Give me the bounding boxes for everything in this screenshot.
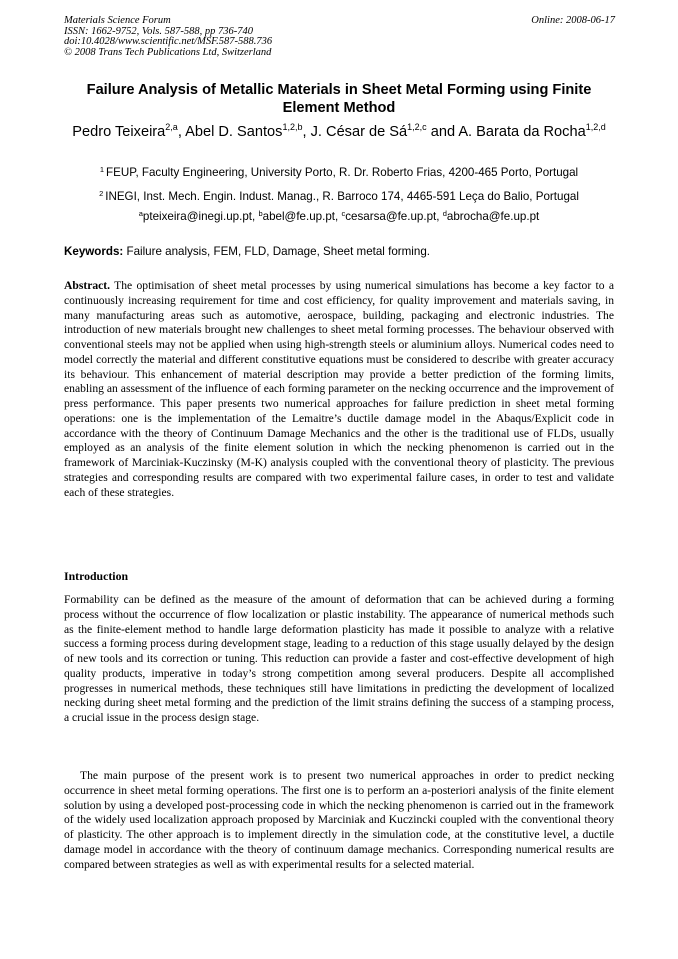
email[interactable]: pteixeira@inegi.up.pt xyxy=(142,210,253,223)
author-sup: 1,2,b xyxy=(282,122,303,132)
email-sup: a xyxy=(138,209,143,218)
abstract-label: Abstract. xyxy=(64,279,111,292)
author-sup: 1,2,d xyxy=(585,122,606,132)
author-sup: 1,2,c xyxy=(407,122,427,132)
issn-line: ISSN: 1662-9752, Vols. 587-588, pp 736-740 xyxy=(64,25,253,37)
journal-header xyxy=(64,16,272,58)
email-separator: , xyxy=(335,210,342,223)
keywords-text: Failure analysis, FEM, FLD, Damage, Sheet metal forming. xyxy=(123,245,430,258)
author-sup: 2,a xyxy=(165,122,178,132)
affiliation-sup: 2 xyxy=(99,189,104,198)
email-separator: , xyxy=(252,210,259,223)
affiliation-text: FEUP, Faculty Engineering, University Porto, R. Dr. Roberto Frias, 4200-465 Porto, Portugal xyxy=(106,166,579,179)
affiliation-text: INEGI, Inst. Mech. Engin. Indust. Manag., R. Barroco 174, 4465-591 Leça do Balio, Portugal xyxy=(105,190,579,203)
email-sup: d xyxy=(442,209,447,218)
email-sup: b xyxy=(258,209,263,218)
doi-line: doi:10.4028/www.scientific.net/MSF.587-588.736 xyxy=(64,36,273,48)
author-name: A. Barata da Rocha xyxy=(458,124,586,140)
copyright-line: © 2008 Trans Tech Publications Ltd, Switzerland xyxy=(64,46,272,58)
email-sup: c xyxy=(341,209,346,218)
author-separator: , xyxy=(177,124,186,140)
author-list xyxy=(64,124,614,142)
author-name: J. César de Sá xyxy=(310,124,408,140)
affiliation-2 xyxy=(64,190,614,203)
paper-title: Failure Analysis of Metallic Materials in Sheet Metal Forming using Finite Element Method xyxy=(86,82,592,116)
journal-name: Materials Science Forum xyxy=(64,15,171,26)
online-date: Online: 2008-06-17 xyxy=(531,15,615,26)
affiliation-1 xyxy=(64,166,614,179)
affiliation-sup: 1 xyxy=(99,165,105,174)
author-separator: and xyxy=(426,124,459,140)
email-list xyxy=(64,210,614,223)
keywords xyxy=(64,245,614,258)
abstract xyxy=(64,279,614,500)
author-separator: , xyxy=(302,124,311,140)
email[interactable]: abrocha@fe.up.pt xyxy=(446,210,540,223)
email[interactable]: abel@fe.up.pt xyxy=(262,210,336,223)
author-name: Abel D. Santos xyxy=(185,124,283,140)
keywords-label: Keywords: xyxy=(64,245,124,258)
abstract-text: The optimisation of sheet metal processes by using numerical simulations has become a key factor to a continuously increasing requirement for time and cost efficiency, for quality improvement and materials saving, in many manufacturing areas such as automotive, aerospace, building, packaging and electronic industries. The introduction of new materials brought new challenges to sheet metal forming processes. The behaviour observed with conventional steels may not be applied when using high-strength steels or aluminium alloys. Numerical codes need to model correctly the material and different constitutive equations must be considered to describe with greater accuracy its behaviour. This enhancement of material description may provide a better prediction of the forming limits, enabling an assessment of the influence of each forming parameter on the necking occurrence and the improvement of press performance. This paper presents two numerical approaches for failure prediction in sheet metal forming operations: one is the implementation of the Lemaitre’s ductile damage model in the Abaqus/Explicit code in accordance with the theory of Continuum Damage Mechanics and the other is the traditional use of FLDs, usually employed as an analysis of the finite element solution in which the necking phenomenon is carried out in the framework of Marciniak-Kuczinsky (M-K) analysis coupled with the conventional theory of plasticity. The previous strategies and corresponding results are compared with two experimental failure cases, in order to test and validate each of these strategies. xyxy=(64,279,614,499)
introduction-paragraph-2: The main purpose of the present work is to present two numerical approaches in order to predict necking occurrence in sheet metal forming operations. The first one is to perform an a-posteriori analysis of the finite element solution by using a developed post-processing code in which the necking phenomenon is carried out in the framework of the widely used localization approach proposed by Marciniak and Kuczincki coupled with the conventional theory of plasticity. The other approach is to implement directly in the simulation code, at the constitutive level, a ductile damage model in accordance with the theory of continuum damage mechanics. Corresponding numerical results are compared between strategies as well as with experimental results for a selected material. xyxy=(64,769,614,871)
author-name: Pedro Teixeira xyxy=(72,124,166,140)
introduction-paragraph-1: Formability can be defined as the measure of the amount of deformation that can be achieved during a forming process without the occurrence of flow localization or plastic instability. The appearance of numerical methods such as the finite-element method to handle large deformation plasticity has made it possible to analyze with a relative success a forming process during development stage, leading to a reduction of this stage usually delayed by the design of new tools and its correction or tuning. This reduction can provide a faster and cost-effective development of high quality products, imperative in today’s strong competition among several producers. Despite all accomplished progresses in numerical methods, these techniques still have limitations in predicting the development of localized necking during sheet metal forming and the prediction of the limit strains defining the success of a stamping process, a crucial issue in the process design stage. xyxy=(64,593,614,724)
email-separator: , xyxy=(436,210,443,223)
introduction-heading: Introduction xyxy=(64,569,129,583)
email[interactable]: cesarsa@fe.up.pt xyxy=(345,210,437,223)
